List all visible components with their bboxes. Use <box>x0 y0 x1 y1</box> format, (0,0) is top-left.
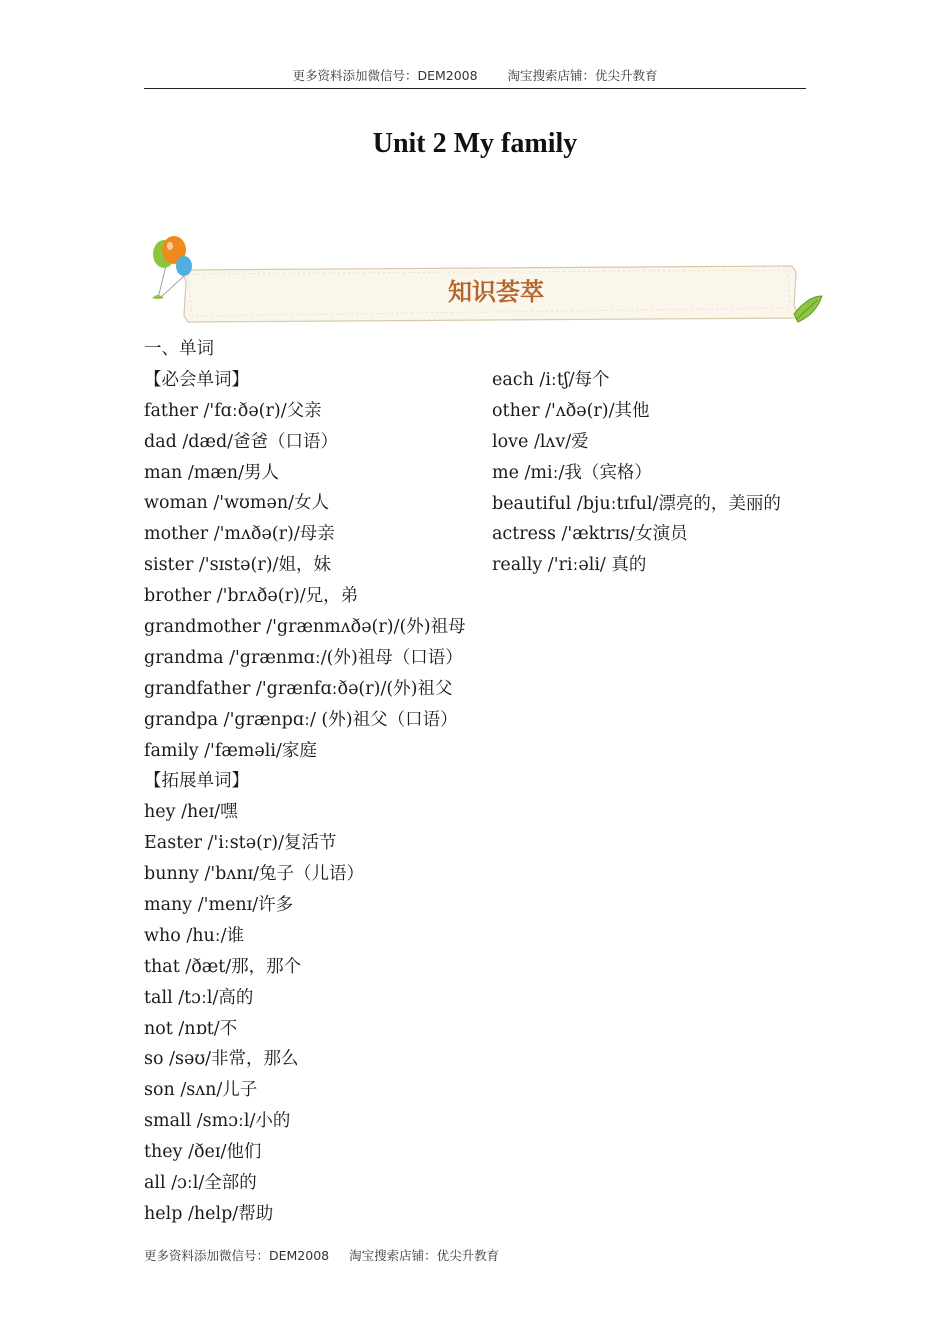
vocab-line: 一、单词 <box>144 339 214 359</box>
page-header <box>144 66 806 89</box>
vocab-line: other /'ʌðə(r)/其他 <box>492 400 650 421</box>
vocab-line: so /səʊ/非常，那么 <box>144 1049 299 1070</box>
banner-label: 知识荟萃 <box>448 278 544 306</box>
vocab-left-column <box>144 334 466 1230</box>
vocab-line: really /'riːəli/ 真的 <box>492 555 647 576</box>
vocab-line: sister /'sɪstə(r)/姐，妹 <box>144 555 331 576</box>
vocab-line: that /ðæt/那，那个 <box>144 956 302 977</box>
vocab-line: beautiful /bjuːtɪful/漂亮的，美丽的 <box>492 493 781 514</box>
vocab-line: son /sʌn/儿子 <box>144 1080 258 1101</box>
footer-wechat-text: 更多资料添加微信号：DEM2008 <box>144 1248 330 1263</box>
header-shop-text: 淘宝搜索店铺：优尖升教育 <box>507 68 658 83</box>
page-footer <box>144 1246 499 1264</box>
vocab-line: 【必会单词】 <box>144 369 249 390</box>
vocab-line: many /'menɪ/许多 <box>144 895 294 916</box>
banner-graphic <box>144 236 824 330</box>
knowledge-banner <box>144 236 824 330</box>
vocab-right-column <box>492 365 781 581</box>
vocab-line: they /ðeɪ/他们 <box>144 1142 262 1163</box>
vocab-line: bunny /'bʌnɪ/兔子（儿语） <box>144 864 365 885</box>
vocab-line: grandfather /'grænfɑːðə(r)/(外)祖父 <box>144 678 453 699</box>
vocab-line: family /'fæməli/家庭 <box>144 740 317 761</box>
vocab-line: mother /'mʌðə(r)/母亲 <box>144 524 335 545</box>
vocab-line: actress /'æktrɪs/女演员 <box>492 524 688 545</box>
leaf-icon <box>794 296 822 322</box>
header-wechat-text: 更多资料添加微信号：DEM2008 <box>292 68 478 83</box>
vocab-line: 【拓展单词】 <box>144 771 249 792</box>
vocab-line: all /ɔːl/全部的 <box>144 1173 257 1194</box>
vocab-line: help /help/帮助 <box>144 1203 274 1224</box>
footer-shop-text: 淘宝搜索店铺：优尖升教育 <box>349 1248 500 1263</box>
vocab-line: dad /dæd/爸爸（口语） <box>144 431 339 452</box>
page-title: Unit 2 My family <box>372 128 578 159</box>
vocab-line: me /miː/我（宾格） <box>492 462 652 483</box>
vocab-line: grandpa /'grænpɑː/ (外)祖父（口语） <box>144 709 458 730</box>
vocab-line: grandmother /'grænmʌðə(r)/(外)祖母 <box>144 617 466 638</box>
vocab-line: who /huː/谁 <box>144 925 245 946</box>
vocab-line: brother /'brʌðə(r)/兄，弟 <box>144 586 359 607</box>
vocab-line: hey /heɪ/嘿 <box>144 802 238 823</box>
vocab-line: man /mæn/男人 <box>144 462 279 483</box>
vocab-line: father /'fɑːðə(r)/父亲 <box>144 400 322 421</box>
vocab-line: love /lʌv/爱 <box>492 431 589 452</box>
vocab-line: tall /tɔːl/高的 <box>144 987 254 1008</box>
vocab-line: grandma /'grænmɑː/(外)祖母（口语） <box>144 647 463 668</box>
vocab-line: each /iːtʃ/每个 <box>492 370 610 390</box>
vocab-line: not /nɒt/不 <box>144 1018 238 1039</box>
vocab-line: small /smɔːl/小的 <box>144 1111 291 1132</box>
vocab-line: Easter /'iːstə(r)/复活节 <box>144 833 337 854</box>
vocab-line: woman /'wʊmən/女人 <box>144 493 330 514</box>
